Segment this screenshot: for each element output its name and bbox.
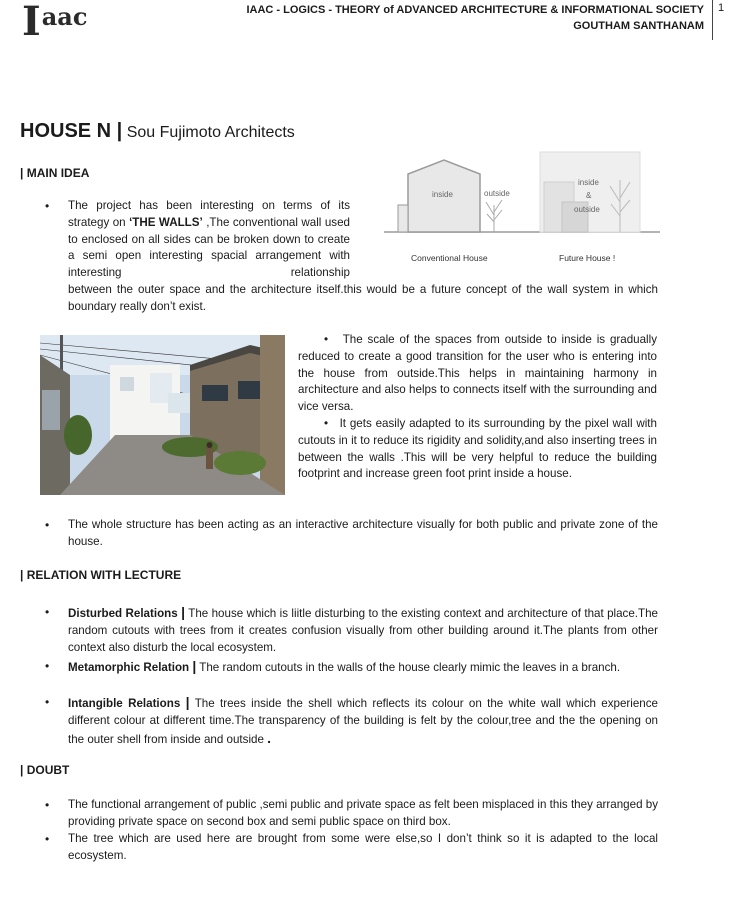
page-title <box>20 120 295 143</box>
right-inside-label: inside <box>578 178 599 187</box>
left-outside-label: outside <box>484 189 510 198</box>
bullet-icon: • <box>45 659 50 673</box>
right-outside-label: outside <box>574 205 600 214</box>
house-comparison-diagram <box>384 150 664 268</box>
iaac-logo: $I^{aac}$ <box>22 0 88 45</box>
header-line-1: IAAC - LOGICS - THEORY of ADVANCED ARCHITECTURE & INFORMATIONAL SOCIETY <box>246 4 704 16</box>
conventional-house-caption: Conventional House <box>411 253 488 263</box>
lecture-item-metamorphic: • Metamorphic Relation | The random cutouts in the walls of the house clearly mimic the leaves in a branch. <box>45 658 621 674</box>
main-idea-bullet-3: • It gets easily adapted to its surrounding by the pixel wall with cutouts in it to reduce its rigidity and solidity,and also inserting trees in between the walls .This will be very helpful to reduce the building footprint and increase green foot print inside a house. <box>298 417 657 481</box>
page-number: 1 <box>718 2 725 14</box>
house-n-street-photo <box>40 335 285 495</box>
tree-icon-left <box>486 200 502 232</box>
walls-emphasis: ‘THE WALLS’ <box>129 215 203 229</box>
pedestrian <box>206 447 213 469</box>
doubt-heading: | DOUBT <box>20 763 70 777</box>
bullet-icon: • <box>45 199 50 213</box>
bullet-icon: • <box>45 798 50 812</box>
bullet-icon: • <box>324 417 329 430</box>
header-divider <box>712 0 713 40</box>
house-side-wall <box>398 205 408 232</box>
lecture-item-disturbed: • Disturbed Relations | The house which is liitle disturbing to the existing context and architecture of that place.The random cutouts with trees from it creates confusion visually from other building around it.The plants from other context also disturb the local ecosystem. <box>45 604 659 654</box>
relation-heading: | RELATION WITH LECTURE <box>20 568 182 582</box>
bullet-icon: • <box>324 333 329 346</box>
bullet-icon: • <box>45 832 50 846</box>
main-idea-heading: | MAIN IDEA <box>20 166 90 180</box>
doubt-item-1: • The functional arrangement of public ,semi public and private space as felt been misplaced in this they arranged by providing private space on second box and semi public space on third box. <box>45 798 658 828</box>
bullet-icon: • <box>45 605 50 619</box>
bullet-icon: • <box>45 518 50 532</box>
left-inside-label: inside <box>432 190 453 199</box>
lecture-item-intangible: • Intangible Relations | The trees inside the shell which reflects its colour on the white wall which experience different colour at different time.The transparency of the building is felt by the colour,tree and the the opening on the outer shell from inside and outside . <box>45 694 658 746</box>
title-sub: Sou Fujimoto Architects <box>126 124 295 141</box>
document-header <box>246 2 704 34</box>
doubt-item-2: • The tree which are used here are brought from some were else,so I don’t think so it is adapted to the local ecosystem. <box>45 832 658 862</box>
main-idea-bullet-1: • The project has been interesting on terms of its strategy on ‘THE WALLS’ ,The conventional wall used to enclosed on all sides can be broken down to create a semi open interesting spacial arrangement with interesting relationship <box>45 199 350 280</box>
future-house-caption: Future House ! <box>559 253 616 263</box>
header-line-2: GOUTHAM SANTHANAM <box>573 20 704 32</box>
main-idea-bullet-2: • The scale of the spaces from outside to inside is gradually reduced to create a good transition for the user who is entering into the house from outside.This helps in maintaining harmony in architecture and also helps to connects itself with the surrounding and vice versa. <box>298 333 657 414</box>
main-idea-bullet-1-continued: between the outer space and the architecture itself.this would be a future concept of the wall system in which boundary really don’t exist. <box>68 283 658 313</box>
bullet-icon: • <box>45 695 50 709</box>
title-main: HOUSE N | <box>20 120 123 142</box>
main-idea-bullet-4: • The whole structure has been acting as an interactive architecture visually for both public and private zone of the house. <box>45 518 658 548</box>
right-amp-label: & <box>586 191 592 200</box>
